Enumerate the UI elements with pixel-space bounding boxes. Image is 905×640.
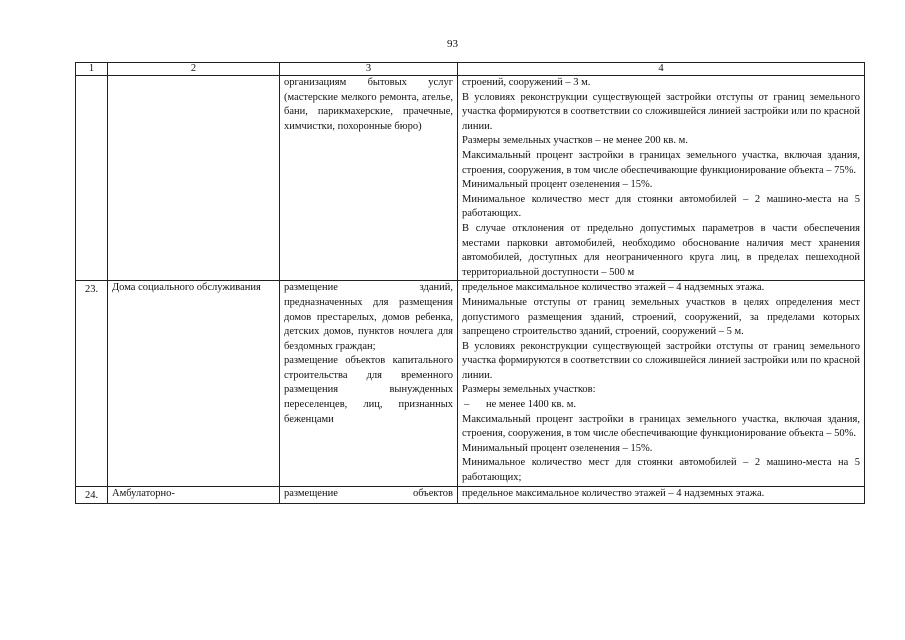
header-col-2: 2 xyxy=(108,63,280,76)
param-text: В условиях реконструкции существующей застройки отступы от границ земельного участка формируются в соответствии со сложившейся линией застройки или по красной линии. xyxy=(462,91,860,132)
uses-text: размещение объектов xyxy=(284,487,453,499)
header-col-3: 3 xyxy=(280,63,458,76)
row-params xyxy=(458,76,865,281)
param-text: Минимальное количество мест для стоянки автомобилей – 2 машино-места на 5 работающих. xyxy=(462,193,860,220)
bullet-dash: – xyxy=(464,399,470,411)
regulations-table xyxy=(75,62,865,504)
param-text: Минимальный процент озеленения – 15%. xyxy=(462,442,653,454)
table-row xyxy=(76,76,865,281)
row-name xyxy=(108,281,280,486)
row-params xyxy=(458,281,865,486)
param-text: Максимальный процент застройки в границах земельного участка, включая здания, строения, сооружения, в том числе обеспечивающие функционирование объекта – 75%. xyxy=(462,149,860,176)
row-number xyxy=(76,76,108,281)
bullet-item xyxy=(462,398,860,413)
row-uses xyxy=(280,76,458,281)
row-uses xyxy=(280,486,458,504)
param-text: Размеры земельных участков – не менее 200 кв. м. xyxy=(462,135,688,147)
row-number: 23. xyxy=(76,281,108,486)
row-name xyxy=(108,76,280,281)
header-col-4: 4 xyxy=(458,63,865,76)
param-text: Минимальные отступы от границ земельных участков в целях определения мест допустимого размещения зданий, строений, сооружений, за пределами которых запрещено строительство зданий, строений, сооружений – 5 м. xyxy=(462,296,860,338)
bullet-text: не менее 1400 кв. м. xyxy=(486,399,576,411)
param-text: В случае отклонения от предельно допустимых параметров в части обеспечения местами парковки автомобилей, необходимо обоснование наличия мест хранения автомобилей, доступных для неограниченного круга лиц, в пределах пешеходной территориальной доступности – 500 м xyxy=(462,222,860,278)
uses-text: организациям бытовых услуг (мастерские мелкого ремонта, ателье, бани, парикмахерские, прачечные, химчистки, похоронные бюро) xyxy=(284,77,453,132)
table-row xyxy=(76,281,865,486)
param-text: Максимальный процент застройки в границах земельного участка, включая здания, строения, сооружения, в том числе обеспечивающие функционирование объекта – 50%. xyxy=(462,413,860,440)
param-text: Минимальный процент озеленения – 15%. xyxy=(462,179,653,191)
row-uses xyxy=(280,281,458,486)
param-text: предельное максимальное количество этажей – 4 надземных этажа. xyxy=(462,487,765,499)
uses-text: размещение зданий, предназначенных для размещения домов престарелых, домов ребенка, детских домов, пунктов ночлега для бездомных граждан; xyxy=(284,282,453,352)
param-text: Размеры земельных участков: xyxy=(462,384,596,396)
row-name: Амбулаторно- xyxy=(108,486,280,504)
param-text: В условиях реконструкции существующей застройки отступы от границ земельного участка формируются в соответствии со сложившейся линией застройки или по красной линии. xyxy=(462,340,860,381)
row-name-text: Дома социального обслуживания xyxy=(112,282,261,294)
header-row xyxy=(76,63,865,76)
row-params xyxy=(458,486,865,504)
uses-text: размещение объектов капитального строительства для временного размещения вынужденных переселенцев, лиц, признанных беженцами xyxy=(284,355,453,425)
header-col-1: 1 xyxy=(76,63,108,76)
param-text: строений, сооружений – 3 м. xyxy=(462,77,591,88)
param-text: предельное максимальное количество этажей – 4 надземных этажа. xyxy=(462,282,765,294)
row-number: 24. xyxy=(76,486,108,504)
page-number: 93 xyxy=(447,38,458,50)
param-text: Минимальное количество мест для стоянки автомобилей – 2 машино-места на 5 работающих; xyxy=(462,457,860,484)
table-row xyxy=(76,486,865,504)
